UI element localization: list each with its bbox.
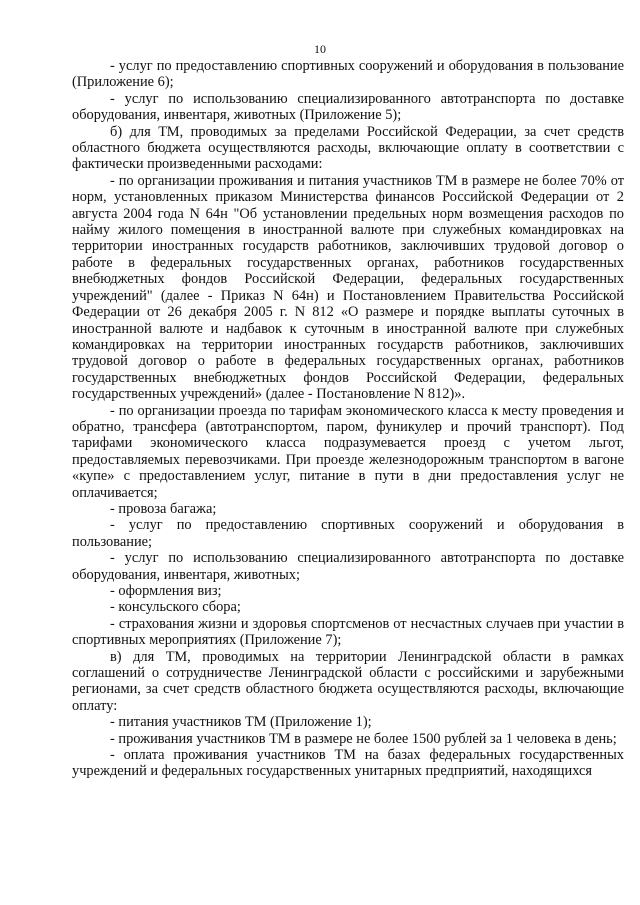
paragraph-6: - провоза багажа; [110,500,217,517]
paragraph-7: - услуг по предоставлению спортивных сооружений и оборудования в пользование; [72,517,624,550]
paragraph-1: - услуг по предоставлению спортивных сооружений и оборудования в пользование (Приложение 6); [72,58,624,91]
paragraph-13: - питания участников ТМ (Приложение 1); [110,714,372,731]
page-number: 10 [314,42,326,56]
paragraph-3: б) для ТМ, проводимых за пределами Российской Федерации, за счет средств областного бюджета осуществляются расходы, включающие оплату в соответствии с фактически произведенными расходами: [72,123,624,173]
paragraph-10: - консульского сбора; [110,599,241,616]
paragraph-5: - по организации проезда по тарифам экономического класса к месту проведения и обратно, трансфера (автотранспортом, паром, фуникулер и прочий транспорт). Под тарифами экономического класса подразумевается проезд с учетом льгот, предоставляемых перевозчиками. При проезде железнодорожным транспортом в вагоне «купе» с предоставлением услуг, питание в пути в дни предоставления услуг не оплачивается; [72,402,624,501]
paragraph-8: - услуг по использованию специализированного автотранспорта по доставке оборудования, инвентаря, животных; [72,550,624,583]
paragraph-15: - оплата проживания участников ТМ на базах федеральных государственных учреждений и федеральных государственных унитарных предприятий, находящихся [72,747,624,780]
paragraph-9: - оформления виз; [110,583,222,599]
paragraph-12: в) для ТМ, проводимых на территории Ленинградской области в рамках соглашений о сотрудничестве Ленинградской области с российскими и зарубежными регионами, за счет средств областного бюджета осуществляются расходы, включающие оплату: [72,648,624,714]
paragraph-14: - проживания участников ТМ в размере не более 1500 рублей за 1 человека в день; [110,730,617,747]
paragraph-4: - по организации проживания и питания участников ТМ в размере не более 70% от норм, установленных приказом Министерства финансов Российской Федерации от 2 августа 2004 года N 64н "Об установлении предельных норм возмещения расходов по найму жилого помещения в иностранной валюте при служебных командировках на территории иностранных государств работников, заключивших трудовой договор о работе в федеральных государственных органах, работников государственных внебюджетных фондов Российской Федерации, федеральных государственных учреждений" (далее - Приказ N 64н) и Постановлением Правительства Российской Федерации от 26 декабря 2005 г. N 812 «О размере и порядке выплаты суточных в иностранной валюте и надбавок к суточным в иностранной валюте при служебных командировках на территории иностранных государств работников, заключивших трудовой договор о работе в федеральных государственных органах, работников государственных внебюджетных фондов Российской Федерации, федеральных государственных учреждений» (далее - Постановление N 812)». [72,172,624,403]
paragraph-2: - услуг по использованию специализированного автотранспорта по доставке оборудования, инвентаря, животных (Приложение 5); [72,90,624,124]
document-body [72,58,624,780]
paragraph-11: - страхования жизни и здоровья спортсменов от несчастных случаев при участии в спортивных мероприятиях (Приложение 7); [72,615,624,649]
